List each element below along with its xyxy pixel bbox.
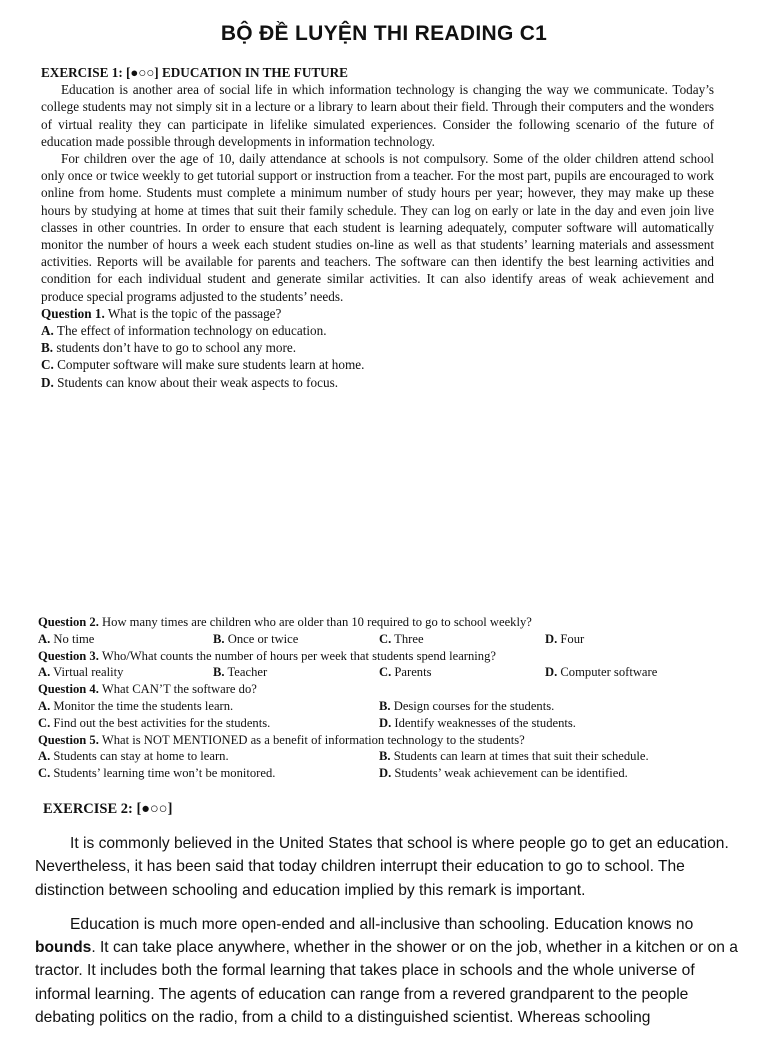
question-4-option-c: C. Find out the best activities for the students. <box>38 715 271 730</box>
exercise-2-heading: EXERCISE 2: [●○○] <box>43 801 173 817</box>
question-4-option-b: B. Design courses for the students. <box>379 698 555 713</box>
question-5-options-cd <box>38 765 688 782</box>
exercise-2-paragraph-1: It is commonly believed in the United States that school is where people go to get an education. Nevertheless, it has been said that today children interrupt their education to go to school. The distinction between schooling and education implied by this remark is important. <box>35 835 729 899</box>
question-5-options-ab <box>38 748 688 765</box>
question-4-options-cd <box>38 715 688 732</box>
question-3-options <box>38 664 688 681</box>
exercise-1-heading: EXERCISE 1: [●○○] EDUCATION IN THE FUTURE <box>41 65 348 80</box>
question-1-option-a: A. The effect of information technology on education. <box>41 323 327 339</box>
question-5-option-d: D. Students’ weak achievement can be identified. <box>379 766 628 781</box>
question-1-option-b: B. students don’t have to go to school any more. <box>41 340 297 356</box>
question-3-option-a: A. Virtual reality <box>38 665 124 680</box>
exercise-2-passage <box>35 832 741 1040</box>
question-3: Question 3. Who/What counts the number of hours per week that students spend learning? <box>38 648 496 663</box>
exercise-1-paragraph-2: For children over the age of 10, daily attendance at schools is not compulsory. Some of the older children attend school only once or twice weekly to get tutorial support or instruction from a teacher. For the most part, pupils are encouraged to work online from home. Students must complete a minimum number of study hours per year; however, they may make up these hours by studying at home at times that suit their family schedule. They can log on early or late in the day and even join live classes in other countries. In order to ensure that each student is learning adequately, computer software will automatically monitor the number of hours a week each student studies on-line as well as that students’ learning materials and assessment activities. Reports will be available for parents and teachers. The software can then identify the best learning activities and condition for each individual student and generate similar activities. It can also identify areas of weak achievement and produce special programs adjusted to the students’ needs. <box>41 151 714 304</box>
question-3-option-c: C. Parents <box>379 665 432 680</box>
exercise-1 <box>41 64 714 391</box>
question-5-option-b: B. Students can learn at times that suit their schedule. <box>379 749 649 764</box>
question-1-text: What is the topic of the passage? <box>107 305 282 321</box>
question-2-option-a: A. No time <box>38 631 95 646</box>
exercise-2-paragraph-2: Education is much more open-ended and all-inclusive than schooling. Education knows no bounds. It can take place anywhere, whether in the shower or on the job, whether in a kitchen or on a tractor. It includes both the formal learning that takes place in schools and the whole universe of informal learning. The agents of education can range from a revered grandparent to the people debating politics on the radio, from a child to a distinguished scientist. Whereas schooling <box>35 915 738 1027</box>
questions-2-5 <box>38 614 688 782</box>
question-1 <box>41 305 714 391</box>
question-5-option-a: A. Students can stay at home to learn. <box>38 749 229 764</box>
question-2-option-c: C. Three <box>379 631 424 646</box>
question-3-option-d: D. Computer software <box>545 665 658 680</box>
question-2: Question 2. How many times are children who are older than 10 required to go to school weekly? <box>38 615 532 629</box>
page-title: BỘ ĐỀ LUYỆN THI READING C1 <box>220 22 548 45</box>
question-4-option-a: A. Monitor the time the students learn. <box>38 698 234 713</box>
question-5: Question 5. What is NOT MENTIONED as a benefit of information technology to the students? <box>38 732 525 747</box>
exercise-1-paragraph-1: Education is another area of social life in which information technology is changing the way we communicate. Today’s college students may not simply sit in a lecture or a library to learn about their field. Through their computers and the wonders of virtual reality they can participate in lifelike simulated experiences. Consider the following scenario of the future of education made possible through developments in information technology. <box>41 82 714 149</box>
question-4-option-d: D. Identify weaknesses of the students. <box>379 715 576 730</box>
question-5-option-c: C. Students’ learning time won’t be monitored. <box>38 766 276 781</box>
question-4-options-ab <box>38 698 688 715</box>
question-2-option-d: D. Four <box>545 631 585 646</box>
question-1-option-c: C. Computer software will make sure students learn at home. <box>41 357 365 373</box>
question-3-option-b: B. Teacher <box>213 665 268 680</box>
question-2-options <box>38 631 688 648</box>
question-1-option-d: D. Students can know about their weak aspects to focus. <box>41 374 339 390</box>
bold-word-bounds: bounds <box>35 939 92 957</box>
question-1-label: Question 1. <box>41 305 105 321</box>
question-4: Question 4. What CAN’T the software do? <box>38 682 257 697</box>
question-2-option-b: B. Once or twice <box>213 631 299 646</box>
